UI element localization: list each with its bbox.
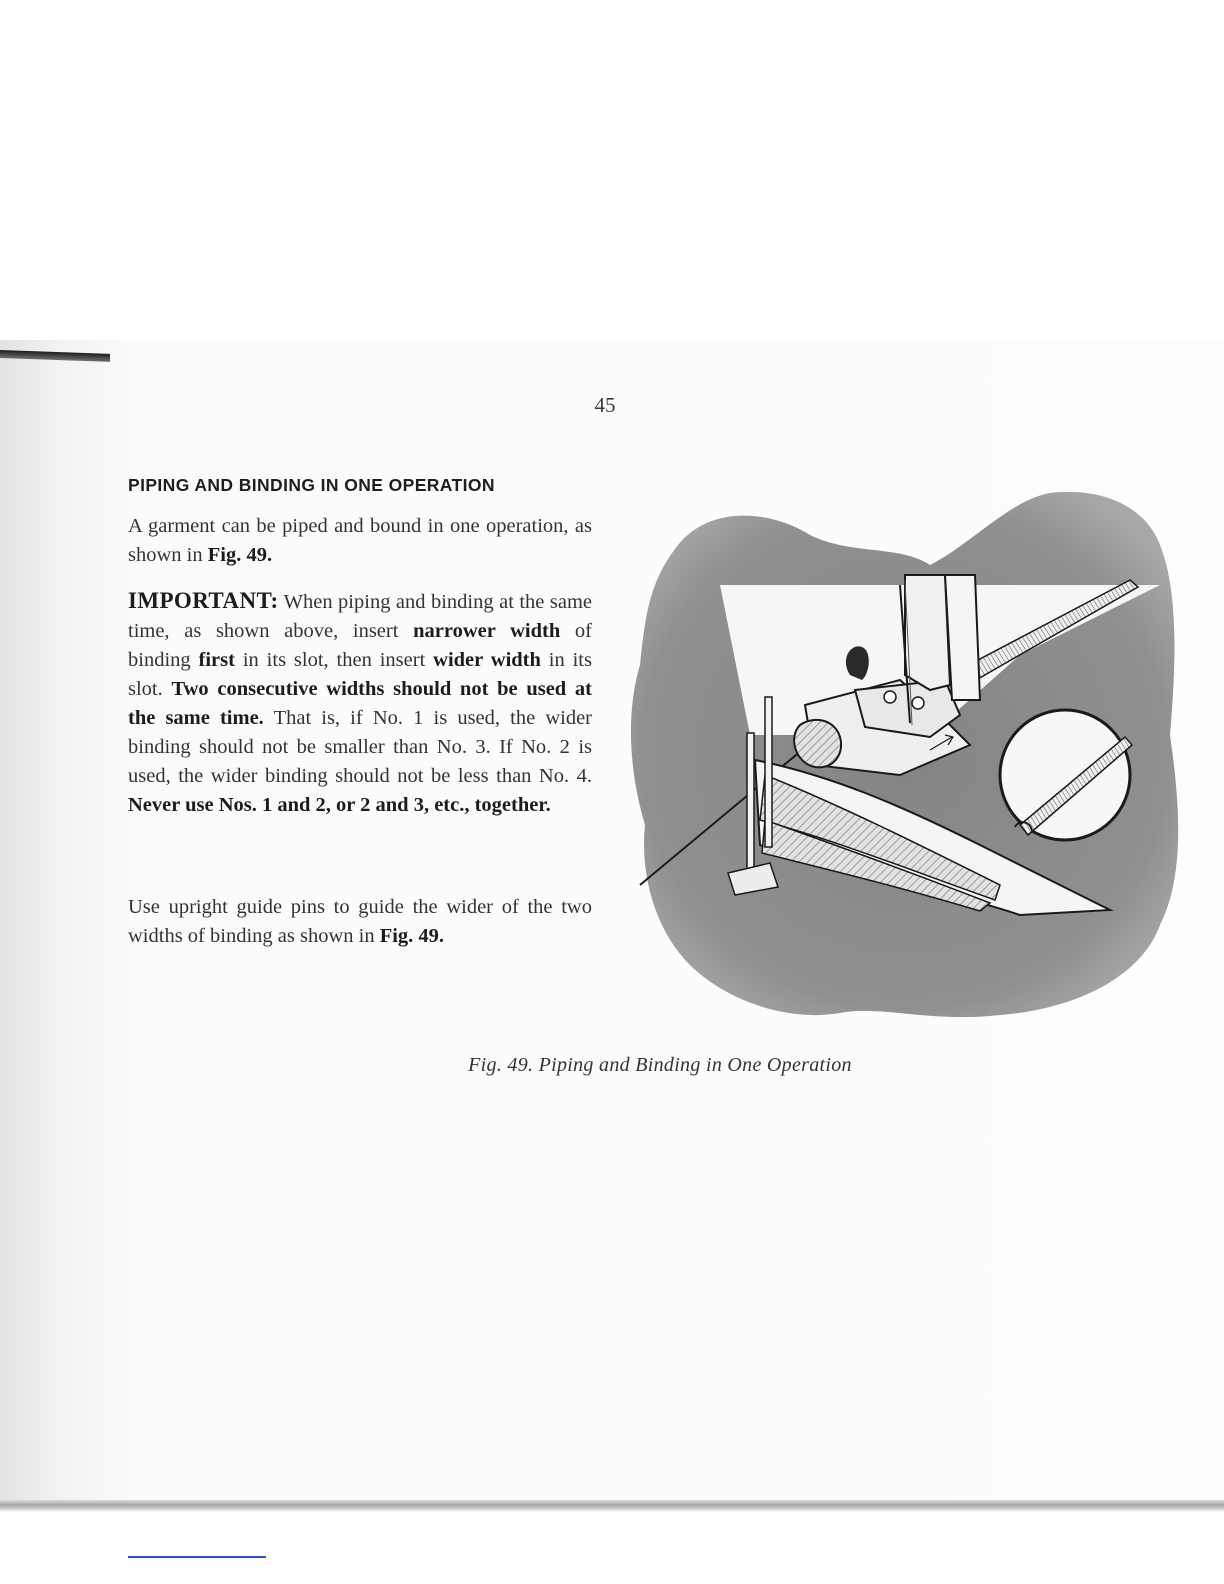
important-bold-1: narrower width xyxy=(413,620,561,642)
important-text-5: That is, if No. 1 is used, the wider binding should not be smaller than No. 3. If No. 2 is used, the wider binding should not be less than No. 4. xyxy=(128,707,592,787)
bottom-underline-link[interactable] xyxy=(128,1556,266,1558)
important-bold-2: first xyxy=(198,649,235,671)
page-number: 45 xyxy=(594,393,616,417)
paragraph-guide-pins xyxy=(128,893,592,951)
guide-pins-text: Use upright guide pins to guide the wider of the two widths of binding as shown in xyxy=(128,896,592,947)
important-text-4: in its slot. xyxy=(128,649,592,700)
intro-fig-ref: Fig. 49. xyxy=(207,544,273,566)
important-text-1: When piping and binding at the same time, as shown above, insert xyxy=(128,591,592,642)
important-text-3: in its slot, then insert xyxy=(234,649,434,671)
guide-pin-front xyxy=(747,733,754,883)
paragraph-important xyxy=(128,586,592,820)
foot-screw-1 xyxy=(884,691,896,703)
important-bold-3: wider width xyxy=(433,649,541,671)
important-bold-5: Never use Nos. 1 and 2, or 2 and 3, etc., together. xyxy=(128,794,551,816)
page-edge-bottom xyxy=(0,1500,1224,1512)
foot-screw-2 xyxy=(912,697,924,709)
figure-caption: Fig. 49. Piping and Binding in One Operation xyxy=(468,1054,852,1076)
important-bold-4: Two consecutive widths should not be used at the same time. xyxy=(128,678,592,729)
section-heading: PIPING AND BINDING IN ONE OPERATION xyxy=(128,475,495,495)
binder-illustration xyxy=(600,475,1190,1035)
paragraph-intro xyxy=(128,512,592,570)
figure-49 xyxy=(600,475,1190,1035)
intro-text: A garment can be piped and bound in one operation, as shown in xyxy=(128,515,592,566)
guide-pin-back xyxy=(765,697,772,847)
magnified-inset xyxy=(1000,710,1130,840)
guide-pins-fig-ref: Fig. 49. xyxy=(379,925,445,947)
presser-bar-right xyxy=(945,575,980,700)
needle-bar-housing xyxy=(905,575,950,690)
binder-scroll xyxy=(794,720,841,768)
important-label: IMPORTANT: xyxy=(128,588,279,613)
important-text-2: of binding xyxy=(128,620,592,671)
